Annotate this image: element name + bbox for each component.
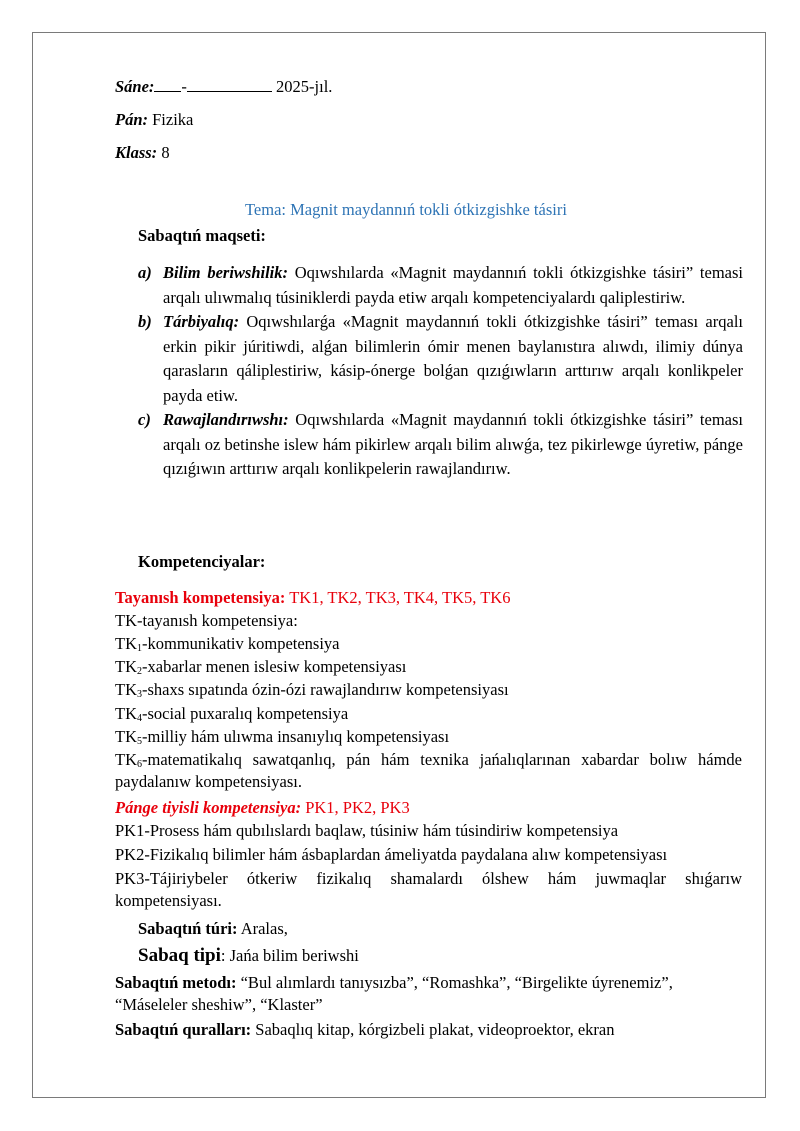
tk-index: 6 bbox=[137, 759, 142, 770]
pk-item: PK2-Fizikalıq bilimler hám ásbaplardan ámeliyatda paydalana alıw kompetensiyası bbox=[115, 845, 668, 864]
tk-code: TK bbox=[115, 750, 137, 769]
tk-text: -xabarlar menen islesiw kompetensiyası bbox=[142, 657, 407, 676]
goal-text: Oqıwshılarǵa «Magnit maydannıń tokli ótkizgishke tásiri” teması arqalı erkin pikir júritiwdi, alǵan bilimlerin ómir menen baylanıstıra alıwdı, ilimiy dúnya qarasların qáliplestiriw, kásip-ónerge bolǵan qızıǵıwların arttırıw arqalı konlikpeler payda etiw. bbox=[163, 312, 743, 405]
subject-line bbox=[115, 109, 193, 131]
goal-item-a bbox=[138, 261, 743, 310]
tk-item bbox=[115, 703, 348, 725]
base-competency-label: Tayanısh kompetensiya: bbox=[115, 588, 286, 607]
tk-intro: TK-tayanısh kompetensiya: bbox=[115, 611, 298, 630]
pk-item: PK3-Tájiriybeler ótkeriw fizikalıq shamalardı ólshew hám juwmaqlar shıǵarıw kompetensiyası. bbox=[115, 869, 742, 910]
tk-text: -kommunikativ kompetensiya bbox=[142, 634, 340, 653]
tk-index: 5 bbox=[137, 736, 142, 747]
month-blank bbox=[187, 77, 272, 92]
tk-index: 1 bbox=[137, 643, 142, 654]
goal-marker: b) bbox=[138, 312, 152, 331]
class-label: Klass: bbox=[115, 143, 158, 162]
goal-marker: c) bbox=[138, 410, 151, 429]
subject-competency-line bbox=[115, 797, 410, 819]
goals-heading: Sabaqtıń maqseti: bbox=[138, 226, 266, 245]
lesson-tools-value: Sabaqlıq kitap, kórgizbeli plakat, videoproektor, ekran bbox=[251, 1020, 615, 1039]
tk-code: TK bbox=[115, 657, 137, 676]
tk-item bbox=[115, 656, 406, 678]
base-competency-line bbox=[115, 587, 510, 609]
subject-value: Fizika bbox=[148, 110, 194, 129]
lesson-kind-value: Aralas, bbox=[237, 919, 288, 938]
tk-item bbox=[115, 679, 509, 701]
goal-label: Tárbiyalıq: bbox=[163, 312, 240, 331]
lesson-tools-line bbox=[115, 1019, 614, 1041]
goal-text: Oqıwshılarda «Magnit maydannıń tokli ótkizgishke tásiri” teması arqalı oz betinshe islew hám pikirlew arqalı bilim alıwǵa, tez pikirlewge úyretiw, pánge qızıǵıwın arttırıw arqalı konlikpelerin rawajlandırıw. bbox=[163, 410, 743, 478]
date-year: 2025-jıl. bbox=[271, 77, 333, 96]
tk-item bbox=[115, 749, 742, 793]
lesson-type-line bbox=[138, 945, 359, 967]
day-blank bbox=[154, 77, 181, 92]
tk-text: -shaxs sıpatında ózin-ózi rawajlandırıw kompetensiyası bbox=[142, 680, 509, 699]
class-value: 8 bbox=[157, 143, 170, 162]
goal-label: Bilim beriwshilik: bbox=[163, 263, 289, 282]
competencies-heading: Kompetenciyalar: bbox=[138, 552, 266, 571]
date-separator: - bbox=[181, 77, 187, 96]
tk-code: TK bbox=[115, 680, 137, 699]
lesson-topic: Tema: Magnit maydannıń tokli ótkizgishke tásiri bbox=[245, 200, 567, 219]
pk-item: PK1-Prosess hám qubılıslardı baqlaw, túsiniw hám túsindiriw kompetensiya bbox=[115, 821, 619, 840]
subject-competency-label: Pánge tiyisli kompetensiya: bbox=[115, 798, 302, 817]
lesson-type-value: : Jańa bilim beriwshi bbox=[220, 946, 359, 965]
goal-label: Rawajlandırıwshı: bbox=[163, 410, 289, 429]
goal-text: Oqıwshılarda «Magnit maydannıń tokli ótkizgishke tásiri” temasi arqalı ulıwmalıq túsiniklerdi payda etiw arqalı kompetenciyalardı qaliplestiriw. bbox=[163, 263, 743, 307]
tk-item bbox=[115, 633, 340, 655]
lesson-kind-label: Sabaqtıń túri: bbox=[138, 919, 238, 938]
goal-item-c bbox=[138, 408, 743, 482]
lesson-tools-label: Sabaqtıń quralları: bbox=[115, 1020, 252, 1039]
tk-index: 4 bbox=[137, 713, 142, 724]
goal-marker: a) bbox=[138, 263, 152, 282]
base-competency-list: TK1, TK2, TK3, TK4, TK5, TK6 bbox=[285, 588, 511, 607]
tk-text: -milliy hám ulıwma insanıylıq kompetensiyası bbox=[142, 727, 450, 746]
subject-label: Pán: bbox=[115, 110, 148, 129]
lesson-method-line bbox=[115, 972, 675, 1016]
lesson-type-label: Sabaq tipi bbox=[138, 945, 221, 966]
tk-text: -social puxaralıq kompetensiya bbox=[142, 704, 349, 723]
goal-item-b bbox=[138, 310, 743, 408]
tk-code: TK bbox=[115, 634, 137, 653]
subject-competency-list: PK1, PK2, PK3 bbox=[301, 798, 410, 817]
lesson-method-label: Sabaqtıń metodı: bbox=[115, 973, 237, 992]
tk-code: TK bbox=[115, 727, 137, 746]
tk-item bbox=[115, 726, 449, 748]
lesson-kind-line bbox=[138, 918, 288, 940]
tk-index: 3 bbox=[137, 689, 142, 700]
date-line bbox=[115, 76, 332, 98]
date-label: Sáne: bbox=[115, 77, 155, 96]
tk-code: TK bbox=[115, 704, 137, 723]
lesson-method-value: “Bul alımlardı tanıysızba”, “Romashka”, “Birgelikte úyrenemiz”, “Máseleler sheshiw”, “Klaster” bbox=[115, 973, 673, 1014]
tk-index: 2 bbox=[137, 666, 142, 677]
goals-list bbox=[138, 261, 743, 482]
class-line bbox=[115, 142, 170, 164]
tk-text: -matematikalıq sawatqanlıq, pán hám texnika jańalıqlarınan xabardar bolıw hámde paydalanıw kompetensiyası. bbox=[115, 750, 742, 791]
